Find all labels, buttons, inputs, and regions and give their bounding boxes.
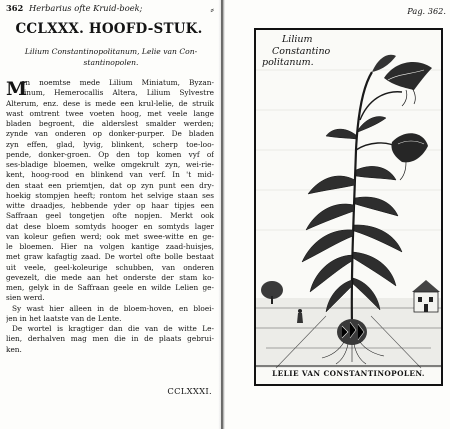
drop-cap: M	[6, 78, 28, 100]
running-header	[6, 3, 214, 15]
plate-title-line: politanum.	[262, 57, 314, 68]
lily-flower-middle	[391, 133, 428, 180]
body-line: met graw kafagtig zaad. De wortel ofte bolle bestaat	[6, 252, 214, 262]
body-line: gevezelt, die mede aan het onderste der stam ko-	[6, 272, 214, 282]
body-line: tinum, Hemerocallis Altera, Lilium Sylvestre	[21, 88, 214, 98]
body-line: jen in het laatste van de Lente.	[6, 313, 122, 323]
body-line: ses-bladige bloemen, welke omgekrult zyn, wei-rie-	[6, 160, 214, 169]
body-line: bladen begroent, die alderslest smalder werden;	[6, 119, 214, 128]
body-line: wast omtrent twee voeten hoog, met veele lange	[6, 108, 214, 118]
body-line: van koleur gefien werd; ook met swee-witte en ge-	[6, 231, 214, 241]
body-line: ken.	[6, 344, 22, 354]
botanical-plate	[254, 28, 443, 386]
left-page	[0, 0, 218, 429]
body-line: hoekig stompjen heeft; rontom het selvige staan ses	[6, 190, 214, 200]
body-line: sien werd.	[6, 293, 45, 303]
chapter-heading: CCLXXX. HOOFD-STUK.	[15, 21, 203, 37]
plate-page-label: Pag. 362.	[407, 6, 446, 16]
flower-pedicel	[360, 92, 402, 120]
page-number: 362	[6, 3, 24, 13]
body-line: le bloemen. Hier na volgen kantige zaad-huisjes,	[6, 242, 214, 251]
body-line: kent, hoog-rood en blinkend van verf. In 't mid-	[6, 170, 214, 180]
right-page	[225, 0, 450, 429]
house-right	[412, 280, 440, 312]
plate-title-line: Lilium	[282, 34, 313, 45]
body-text	[6, 78, 214, 355]
body-line: witte draadjes, hebbende yder op haar tipjes een	[6, 201, 214, 210]
body-line: Sy wast hier alleen in de bloem-hoven, en bloei-	[12, 303, 214, 313]
running-title-ornament-icon: ⸗	[210, 3, 214, 16]
body-line: dat dese bloem somtyds hooger en somtyds lager	[6, 221, 214, 231]
body-line: pende, donker-groen. Op den top komen vyf of	[6, 149, 214, 159]
catchword: CCLXXXI.	[167, 386, 212, 396]
running-title: Herbarius ofte Kruid-boek;	[28, 3, 143, 13]
body-line: lien, derhalven mag men die in de plaats gebrui-	[6, 334, 214, 344]
body-line: zyn effen, glad, lyvig, blinkent, scherp toe-loo-	[6, 139, 214, 149]
lily-leaves	[302, 117, 402, 313]
body-line: men, gelyk in de Saffraan geele en wilde Lelien ge-	[6, 283, 214, 292]
subtitle-line: stantinopolen.	[83, 57, 139, 67]
plate-title-line: Constantino	[272, 45, 331, 57]
chapter-subtitle	[18, 47, 204, 69]
body-line: en noemtse mede Lilium Miniatum, Byzan-	[21, 78, 214, 87]
body-line: uit veele, geel-koleurige schubben, van onderen	[6, 262, 214, 272]
body-line: Alterum, enz. dese is mede een krul-lelie, de struik	[6, 98, 214, 108]
body-line: De wortel is kragtiger dan die van de witte Le-	[12, 324, 214, 333]
plate-title	[260, 34, 360, 69]
book-gutter	[218, 0, 225, 429]
body-line: den staat een priemtjen, dat op zyn punt een dry-	[6, 180, 214, 190]
lily-flower-top	[384, 62, 432, 106]
lily-engraving	[256, 30, 441, 384]
body-line: Saffraan geel tongetjen ofte nopjen. Merkt ook	[6, 211, 214, 221]
plate-caption: LELIE VAN CONSTANTINOPOLEN.	[272, 369, 425, 378]
body-line: zynde van onderen op donker-purper. De bladen	[6, 129, 214, 139]
subtitle-line: Lilium Constantinopolitanum, Lelie van Con-	[24, 47, 198, 56]
